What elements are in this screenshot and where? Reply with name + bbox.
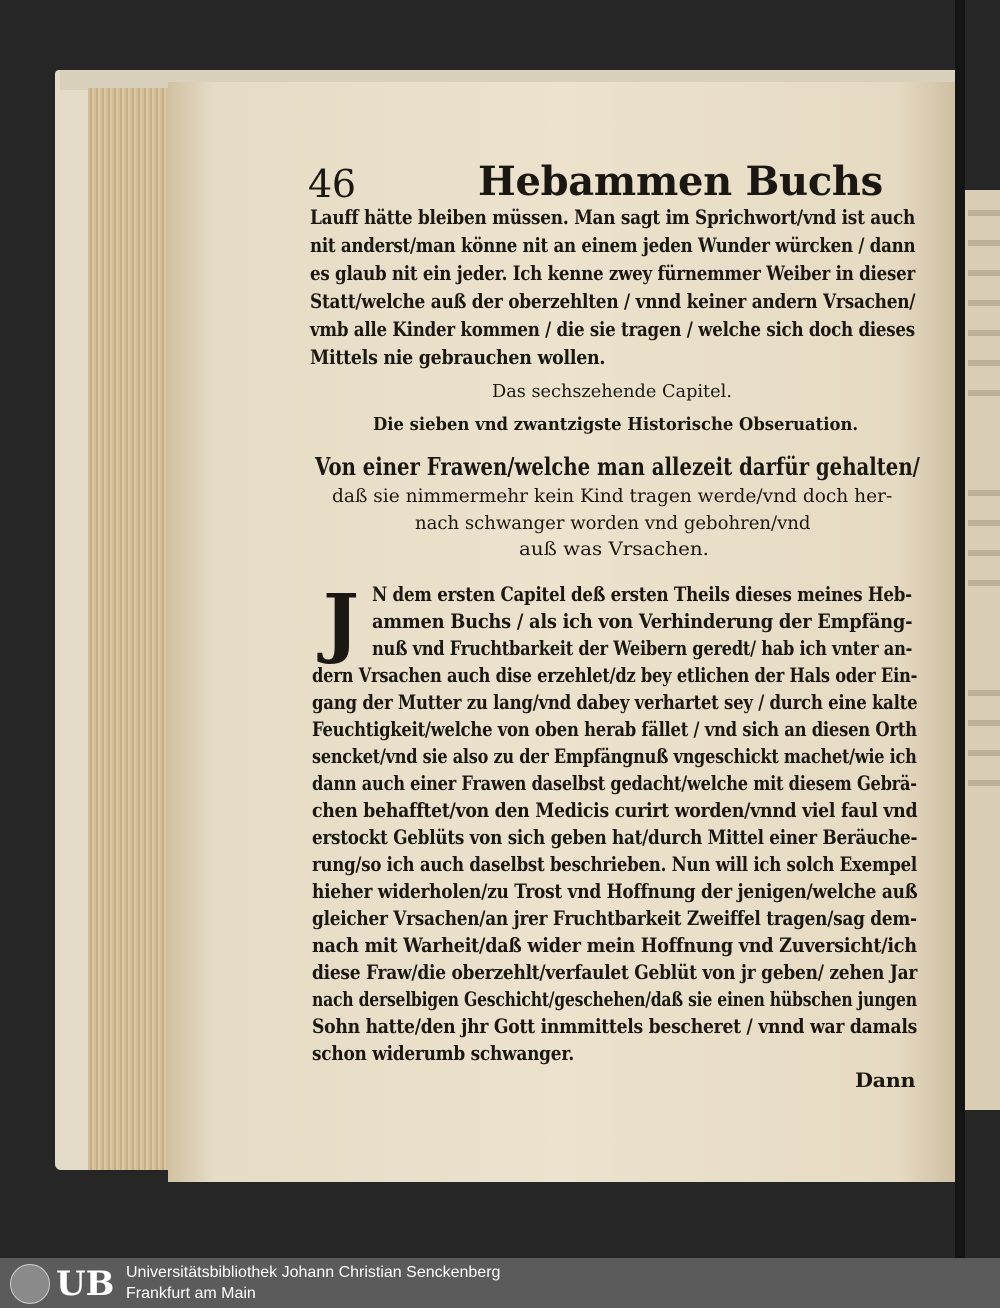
body-line: nuß vnd Fruchtbarkeit der Weibern geredt/ hab ich vnter an- [372, 636, 913, 660]
body-line: diese Fraw/die oberzehlt/verfaulet Geblüt von jr geben/ zehen Jar [312, 960, 918, 984]
chapter-heading: Das sechszehende Capitel. [492, 381, 732, 402]
opening-line: Statt/welche auß der oberzehlten / vnnd keiner andern Vrsachen/ [310, 289, 916, 313]
observation-heading: Die sieben vnd zwantzigste Historische Obseruation. [372, 414, 858, 435]
body-line: dern Vrsachen auch dise erzehlet/dz bey etlichen der Hals oder Ein- [312, 663, 918, 687]
catchword: Dann [855, 1068, 916, 1092]
body-line: nach derselbigen Geschicht/geschehen/daß sie einen hübschen jungen [312, 987, 917, 1011]
page-number: 46 [308, 162, 356, 206]
body-line: gleicher Vrsachen/an jrer Fruchtbarkeit Zweiffel tragen/sag dem- [312, 906, 917, 930]
opening-line: Mittels nie gebrauchen wollen. [310, 345, 606, 369]
library-seal-icon [10, 1264, 50, 1304]
body-line: hieher widerholen/zu Trost vnd Hoffnung der jenigen/welche auß [312, 879, 918, 903]
body-line: sencket/vnd sie also zu der Empfängnuß vngeschickt machet/wie ich [312, 744, 917, 768]
decorated-initial: J [323, 577, 359, 666]
body-line: Feuchtigkeit/welche von oben herab fället / vnd sich an diesen Orth [312, 717, 917, 741]
library-footer [0, 1258, 1000, 1308]
body-line: Sohn hatte/den jhr Gott inmmittels bescheret / vnnd war damals [312, 1014, 918, 1038]
scan-border [955, 0, 965, 1258]
body-line: erstockt Geblüts von sich geben hat/durch Mittel einer Beräuche- [312, 825, 918, 849]
body-line: schon widerumb schwanger. [312, 1041, 575, 1065]
title-line: auß was Vrsachen. [519, 538, 709, 560]
title-line: nach schwanger worden vnd gebohren/vnd [414, 512, 810, 534]
body-line: nach mit Warheit/daß wider mein Hoffnung vnd Zuversicht/ich [312, 933, 917, 957]
body-line: rung/so ich auch daselbst beschrieben. Nun will ich solch Exempel [312, 852, 917, 876]
opening-line: nit anderst/man könne nit an einem jeden Wunder würcken / dann [310, 233, 916, 257]
body-line: dann auch einer Frawen daselbst gedacht/welche mit diesem Gebrä- [312, 771, 917, 795]
body-line: gang der Mutter zu lang/vnd dabey verhartet sey / durch eine kalte [312, 690, 918, 714]
institution-location: Frankfurt am Main [126, 1285, 256, 1302]
title-line: Von einer Frawen/welche man allezeit darfür gehalten/ [314, 452, 920, 481]
opening-line: es glaub nit ein jeder. Ich kenne zwey fürnemmer Weiber in dieser [310, 261, 915, 285]
body-line: ammen Buchs / als ich von Verhinderung der Empfäng- [372, 609, 913, 633]
body-line: chen behafftet/von den Medicis curirt worden/vnnd viel faul vnd [312, 798, 918, 822]
adjacent-page [962, 190, 1000, 1110]
title-line: daß sie nimmermehr kein Kind tragen werde/vnd doch her- [332, 485, 893, 507]
opening-line: Lauff hätte bleiben müssen. Man sagt im Sprichwort/vnd ist auch [310, 205, 916, 229]
running-title: Hebammen Buchs [478, 158, 883, 205]
library-logo[interactable] [6, 1262, 118, 1304]
body-line: N dem ersten Capitel deß ersten Theils dieses meines Heb- [372, 582, 912, 606]
opening-line: vmb alle Kinder kommen / die sie tragen / welche sich doch dieses [310, 317, 915, 341]
institution-name: Universitätsbibliothek Johann Christian Senckenberg [126, 1264, 501, 1281]
library-logo-text: UB [56, 1264, 115, 1304]
page-edges [88, 88, 170, 1170]
